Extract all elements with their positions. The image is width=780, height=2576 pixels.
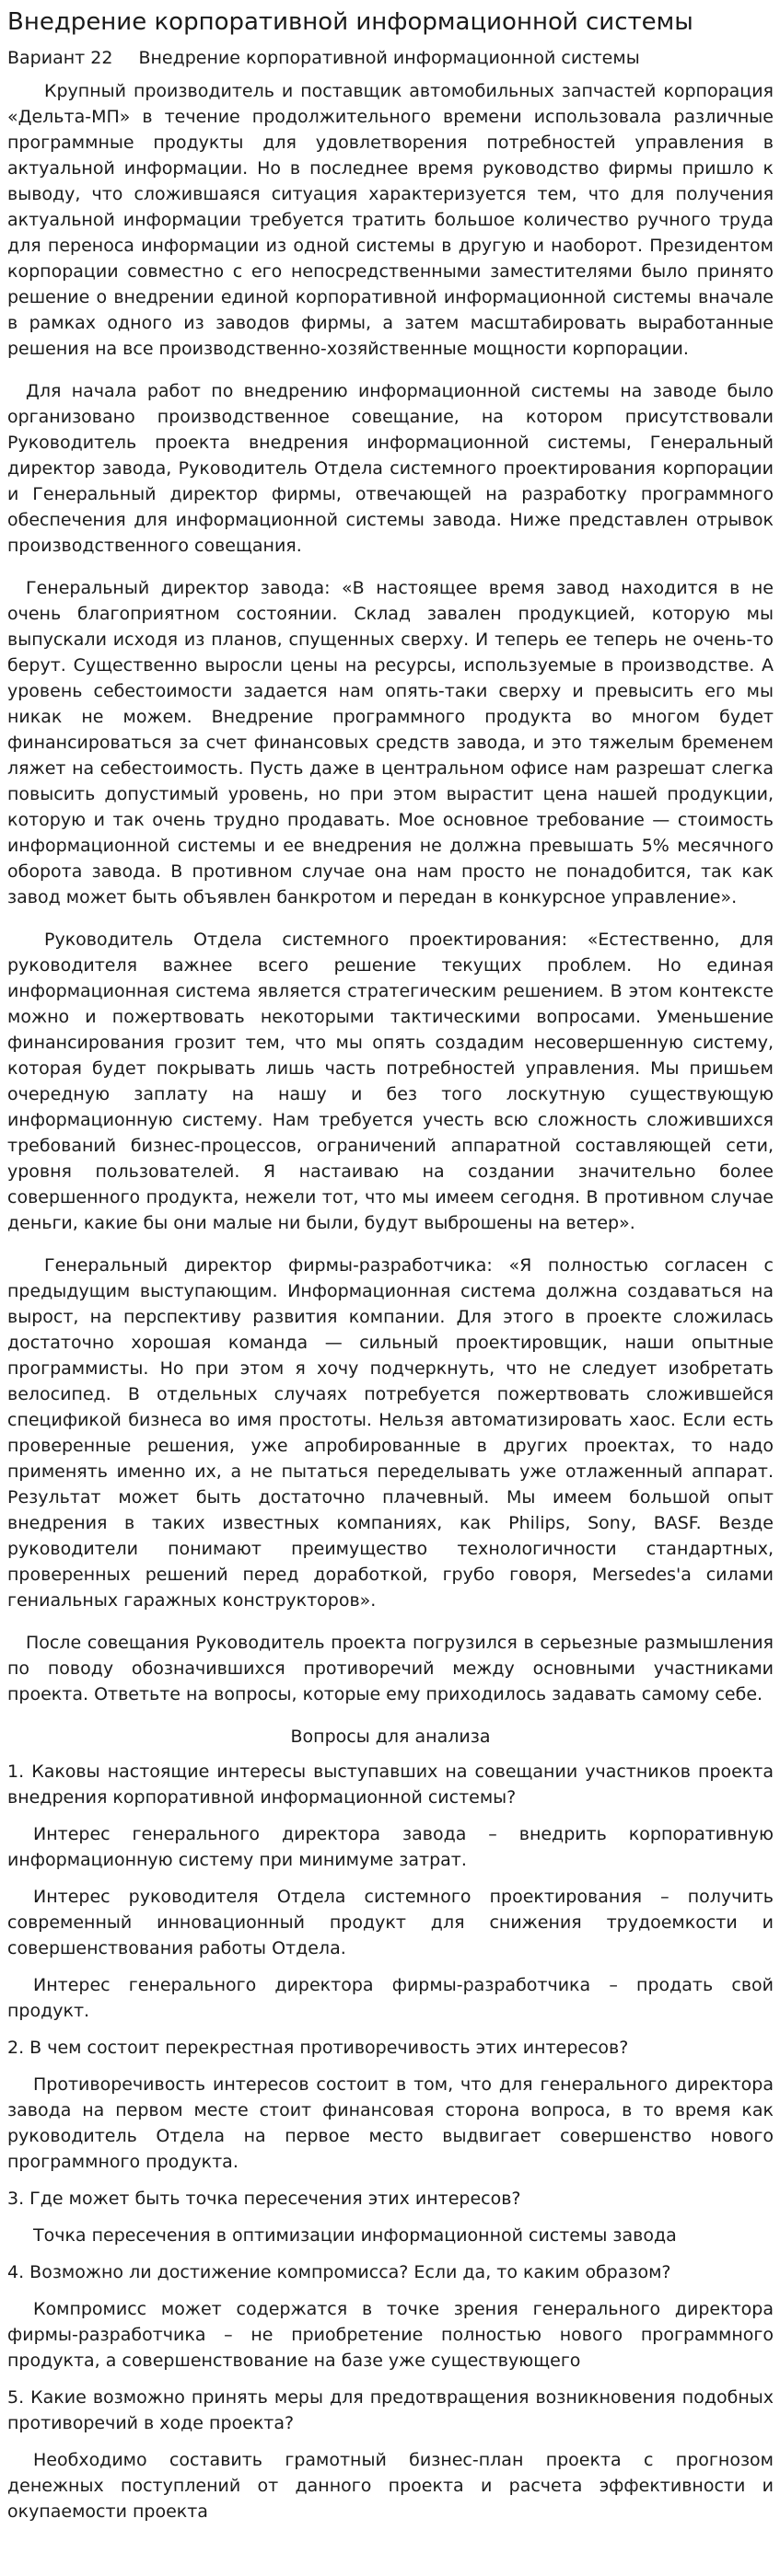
- answer-item: Интерес генерального директора фирмы-разработчика – продать свой продукт.: [7, 1975, 774, 2021]
- question-item: 3. Где может быть точка пересечения этих интересов?: [7, 2189, 521, 2209]
- variant-line: [7, 46, 774, 71]
- case-paragraph: Крупный производитель и поставщик автомобильных запчастей корпорация «Дельта-МП» в течение продолжительного времени использовала различные программные продукты для удовлетворения потребностей управления в актуальной информации. Но в последнее время руководство фирмы пришло к выводу, что сложившаяся ситуация характеризуется тем, что для получения актуальной информации требуется тратить большое количество ручного труда для переноса информации из одной системы в другую и наоборот. Президентом корпорации совместно с его непосредственными заместителями было принято решение о внедрении единой корпоративной информационной системы вначале в рамках одного из заводов фирмы, а затем масштабировать выработанные решения на все производственно-хозяйственные мощности корпорации.: [7, 81, 774, 359]
- questions-heading: Вопросы для анализа: [290, 1727, 491, 1747]
- question-item: 4. Возможно ли достижение компромисса? Если да, то каким образом?: [7, 2262, 671, 2282]
- question-item: 5. Какие возможно принять меры для предотвращения возникновения подобных противоречий в ходе проекта?: [7, 2387, 774, 2433]
- answer-item: Противоречивость интересов состоит в том, что для генерального директора завода на первом месте стоит финансовая сторона вопроса, в то время как руководитель Отдела на первое место выдвигает совершенство нового программного продукта.: [7, 2074, 774, 2172]
- case-paragraph: Руководитель Отдела системного проектирования: «Естественно, для руководителя важнее всего решение текущих проблем. Но единая информационная система является стратегическим решением. В этом контексте можно и пожертвовать некоторыми тактическими вопросами. Уменьшение финансирования грозит тем, что мы опять создадим несовершенную систему, которая будет покрывать лишь часть потребностей управления. Мы пришьем очередную заплату на нашу и без того лоскутную существующую информационную систему. Нам требуется учесть всю сложность сложившихся требований бизнес-процессов, ограничений аппаратной составляющей сети, уровня пользователей. Я настаиваю на создании значительно более совершенного продукта, нежели тот, что мы имеем сегодня. В противном случае деньги, какие бы они малые ни были, будут выброшены на ветер».: [7, 930, 774, 1233]
- case-paragraph: Для начала работ по внедрению информационной системы на заводе было организовано производственное совещание, на котором присутствовали Руководитель проекта внедрения информационной системы, Генеральный директор завода, Руководитель Отдела системного проектирования корпорации и Генеральный директор фирмы, отвечающей на разработку программного обеспечения для информационной системы завода. Ниже представлен отрывок производственного совещания.: [7, 381, 774, 556]
- case-paragraph: Генеральный директор фирмы-разработчика: «Я полностью согласен с предыдущим выступающим. Информационная система должна создаваться на вырост, на перспективу развития компании. Для этого в проекте сложилась достаточно хорошая команда — сильный проектировщик, наши опытные программисты. Но при этом я хочу подчеркнуть, что не следует изобретать велосипед. В отдельных случаях потребуется пожертвовать сложившейся спецификой бизнеса во имя простоты. Нельзя автоматизировать хаос. Если есть проверенные решения, уже апробированные в других проектах, то надо применять именно их, а не пытаться переделывать уже отлаженный аппарат. Результат может быть достаточно плачевный. Мы имеем большой опыт внедрения в таких известных компаниях, как Philips, Sony, BASF. Везде руководители понимают преимущество технологичности стандартных, проверенных решений перед доработкой, грубо говоря, Mersedes'a силами гениальных гаражных конструкторов».: [7, 1255, 774, 1611]
- answer-item: Интерес генерального директора завода – внедрить корпоративную информационную систему при минимуме затрат.: [7, 1824, 774, 1870]
- answer-item: Компромисс может содержатся в точке зрения генерального директора фирмы-разработчика – не приобретение полностью нового программного продукта, а совершенствование на базе уже существующего: [7, 2299, 774, 2371]
- page-title: Внедрение корпоративной информационной системы: [7, 8, 693, 36]
- variant-label: Вариант 22: [7, 48, 113, 68]
- case-paragraph: Генеральный директор завода: «В настоящее время завод находится в не очень благоприятном состоянии. Склад завален продукцией, которую мы выпускали исходя из планов, спущенных сверху. И теперь ее теперь не очень-то берут. Существенно выросли цены на ресурсы, используемые в производстве. А уровень себестоимости задается нам опять-таки сверху и превысить его мы никак не можем. Внедрение программного продукта во многом будет финансироваться за счет финансовых средств завода, и это тяжелым бременем ляжет на себестоимость. Пусть даже в центральном офисе нам разрешат слегка повысить допустимый уровень, но при этом вырастит цена нашей продукции, которую и так очень трудно продавать. Мое основное требование — стоимость информационной системы и ее внедрения не должна превышать 5% месячного оборота завода. В противном случае она нам просто не понадобится, так как завод может быть объявлен банкротом и передан в конкурсное управление».: [7, 578, 774, 907]
- question-item: 1. Каковы настоящие интересы выступавших на совещании участников проекта внедрения корпоративной информационной системы?: [7, 1762, 774, 1808]
- variant-subtitle: Внедрение корпоративной информационной системы: [138, 48, 640, 68]
- answer-item: Точка пересечения в оптимизации информационной системы завода: [33, 2225, 677, 2246]
- case-paragraph: После совещания Руководитель проекта погрузился в серьезные размышления по поводу обозначившихся противоречий между основными участниками проекта. Ответьте на вопросы, которые ему приходилось задавать самому себе.: [7, 1633, 774, 1704]
- answer-item: Необходимо составить грамотный бизнес-план проекта с прогнозом денежных поступлений от данного проекта и расчета эффективности и окупаемости проекта: [7, 2450, 774, 2522]
- question-item: 2. В чем состоит перекрестная противоречивость этих интересов?: [7, 2038, 629, 2058]
- answer-item: Интерес руководителя Отдела системного проектирования – получить современный инновационный продукт для снижения трудоемкости и совершенствования работы Отдела.: [7, 1887, 774, 1958]
